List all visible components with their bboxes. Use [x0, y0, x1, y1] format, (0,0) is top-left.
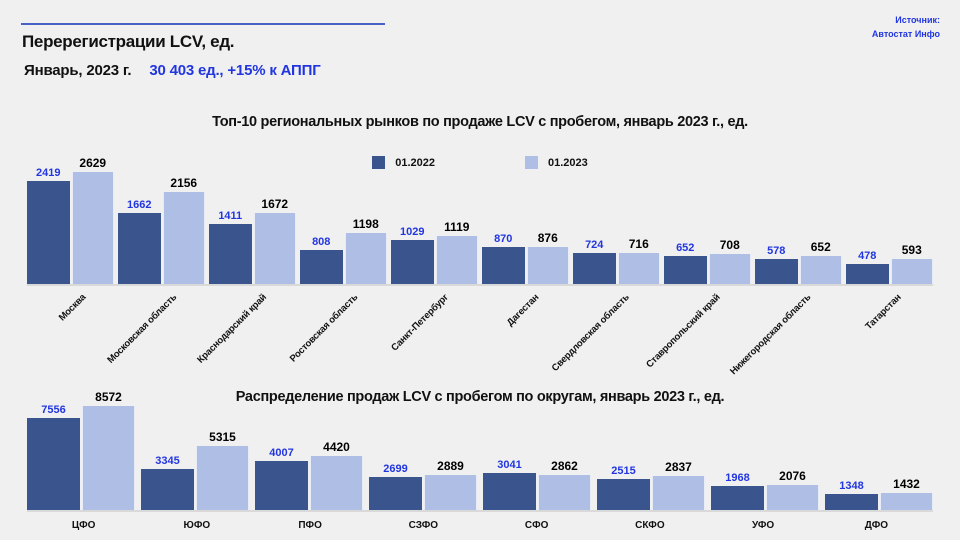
x-axis-label: СЗФО — [408, 520, 439, 531]
bar-value-label: 1662 — [127, 199, 152, 211]
bar-01.2023 — [436, 236, 479, 284]
bar-column — [391, 226, 434, 284]
x-axis-label: Москва — [56, 292, 89, 324]
bar-01.2023 — [82, 406, 135, 510]
total-highlight: 30 403 ед., +15% к АППГ — [149, 62, 321, 79]
bar-column — [483, 459, 536, 510]
bar-group-3 — [209, 150, 296, 284]
bar-column — [846, 250, 889, 284]
bar-column — [755, 245, 798, 284]
bar-value-label: 8572 — [95, 390, 122, 404]
chart-federal-districts — [27, 384, 933, 534]
x-axis-label: Ставропольский край — [644, 292, 723, 371]
bar-01.2023 — [163, 192, 206, 284]
bar-column — [300, 236, 343, 284]
x-axis-label: СФО — [524, 520, 549, 531]
bar-01.2022 — [597, 479, 650, 510]
bar-column — [310, 440, 363, 510]
bar-column — [482, 233, 525, 284]
bar-column — [538, 459, 591, 510]
legend-swatch-2023 — [525, 156, 538, 169]
bar-value-label: 3041 — [497, 459, 522, 471]
bar-01.2022 — [482, 247, 525, 284]
bar-column — [345, 217, 388, 284]
bar-01.2023 — [254, 213, 297, 284]
chart1-title: Топ-10 региональных рынков по продаже LCV с пробегом, январь 2023 г., ед. — [212, 114, 748, 130]
source-attribution — [872, 14, 940, 41]
bar-column — [618, 237, 661, 284]
legend-label-2022: 01.2022 — [395, 156, 435, 169]
bar-group-6 — [482, 150, 569, 284]
bar-01.2023 — [72, 172, 115, 284]
bar-value-label: 1411 — [218, 210, 243, 222]
bar-group-5 — [391, 150, 478, 284]
bar-01.2022 — [391, 240, 434, 284]
bar-01.2023 — [652, 476, 705, 510]
bar-value-label: 876 — [537, 231, 558, 245]
bar-column — [880, 477, 933, 510]
bar-01.2022 — [369, 477, 422, 510]
bar-01.2022 — [209, 224, 252, 284]
bar-group-10 — [846, 150, 933, 284]
bar-column — [196, 430, 249, 510]
bar-01.2022 — [846, 264, 889, 284]
bar-column — [369, 463, 422, 510]
x-axis-label: Краснодарский край — [195, 292, 270, 366]
bar-column — [436, 220, 479, 284]
x-axis-label: Нижегородская область — [727, 292, 813, 378]
bar-column — [597, 465, 650, 510]
source-label: Источник: — [895, 15, 940, 25]
bar-column — [27, 404, 80, 510]
bar-01.2022 — [755, 259, 798, 284]
chart2-title: Распределение продаж LCV с пробегом по округам, январь 2023 г., ед. — [235, 389, 725, 405]
bar-column — [664, 242, 707, 284]
bar-value-label: 2837 — [665, 460, 692, 474]
bar-value-label: 1119 — [444, 220, 470, 234]
bar-01.2023 — [310, 456, 363, 510]
bar-value-label: 593 — [901, 243, 922, 257]
period-row — [24, 62, 321, 79]
x-axis-label: Дагестан — [504, 292, 542, 329]
bar-value-label: 1348 — [839, 480, 864, 492]
bar-value-label: 5315 — [209, 430, 236, 444]
bar-column — [766, 469, 819, 510]
bar-value-label: 652 — [810, 240, 831, 254]
bar-01.2022 — [573, 253, 616, 284]
bar-01.2022 — [711, 486, 764, 510]
bar-01.2023 — [766, 485, 819, 510]
x-axis-label: ЮФО — [183, 520, 211, 531]
bar-column — [254, 197, 297, 284]
bar-01.2022 — [825, 494, 878, 510]
bar-value-label: 724 — [585, 239, 604, 251]
bar-01.2022 — [255, 461, 308, 510]
bar-value-label: 1198 — [352, 217, 379, 231]
bar-column — [573, 239, 616, 284]
bar-group-7 — [573, 150, 660, 284]
bar-01.2022 — [300, 250, 343, 284]
bar-value-label: 1968 — [725, 472, 750, 484]
bar-value-label: 4420 — [323, 440, 350, 454]
bar-column — [825, 480, 878, 510]
bar-value-label: 3345 — [155, 455, 180, 467]
x-axis-label: Татарстан — [863, 292, 904, 333]
bar-value-label: 808 — [312, 236, 331, 248]
chart-legend — [27, 156, 933, 169]
bar-group-4 — [300, 150, 387, 284]
x-axis-label: ДФО — [864, 520, 889, 531]
bar-01.2023 — [196, 446, 249, 510]
bar-01.2023 — [800, 256, 843, 284]
bar-01.2023 — [527, 247, 570, 284]
chart1-plot-area — [27, 150, 933, 286]
x-axis-label: ПФО — [298, 520, 322, 531]
bar-01.2022 — [483, 473, 536, 510]
bar-column — [255, 447, 308, 510]
bar-value-label: 2629 — [79, 156, 107, 170]
x-axis-label: ЦФО — [71, 520, 96, 531]
bar-value-label: 716 — [628, 237, 649, 251]
bar-column — [711, 472, 764, 510]
bar-column — [82, 390, 135, 510]
bar-group-8 — [664, 150, 751, 284]
bar-column — [891, 243, 934, 284]
bar-01.2023 — [709, 254, 752, 284]
legend-swatch-2022 — [372, 156, 385, 169]
chart1-x-axis — [27, 286, 933, 380]
x-axis-label: Свердловская область — [549, 292, 632, 374]
x-axis-label: УФО — [752, 520, 775, 531]
bar-01.2022 — [118, 213, 161, 284]
bar-column — [709, 238, 752, 284]
bar-01.2023 — [538, 475, 591, 510]
bar-01.2023 — [891, 259, 934, 284]
bar-value-label: 478 — [858, 250, 877, 262]
x-axis-label: Ростовская область — [287, 292, 360, 365]
bar-column — [163, 176, 206, 284]
bar-value-label: 652 — [676, 242, 695, 254]
bar-column — [141, 455, 194, 510]
bar-column — [424, 459, 477, 510]
bar-column — [118, 199, 161, 284]
bar-column — [209, 210, 252, 284]
bar-value-label: 1672 — [261, 197, 289, 211]
x-axis-label: Санкт-Петербург — [388, 292, 451, 354]
bar-group-2 — [118, 150, 205, 284]
bar-value-label: 7556 — [41, 404, 66, 416]
period-label: Январь, 2023 г. — [24, 62, 132, 79]
bar-value-label: 1029 — [400, 226, 425, 238]
bar-value-label: 2889 — [437, 459, 464, 473]
bar-column — [800, 240, 843, 284]
bar-value-label: 2862 — [551, 459, 578, 473]
bar-column — [527, 231, 570, 284]
source-name: Автостат Инфо — [871, 28, 940, 39]
bar-value-label: 2699 — [383, 463, 408, 475]
bar-01.2022 — [27, 181, 70, 284]
bar-value-label: 4007 — [269, 447, 294, 459]
x-axis-label: Московская область — [104, 292, 179, 366]
bar-01.2023 — [345, 233, 388, 284]
bar-column — [72, 156, 115, 284]
header-divider — [21, 23, 385, 25]
bar-01.2022 — [664, 256, 707, 284]
bar-01.2022 — [141, 469, 194, 510]
bar-value-label: 2419 — [36, 167, 61, 179]
legend-label-2023: 01.2023 — [548, 156, 588, 169]
bar-group-9 — [755, 150, 842, 284]
bar-value-label: 708 — [719, 238, 740, 252]
bar-01.2023 — [880, 493, 933, 510]
chart2-x-axis — [27, 512, 933, 534]
bar-column — [652, 460, 705, 510]
bar-value-label: 870 — [494, 233, 513, 245]
bar-value-label: 1432 — [893, 477, 920, 491]
bar-01.2023 — [618, 253, 661, 284]
bar-01.2023 — [424, 475, 477, 510]
chart-top10-regions — [27, 114, 933, 380]
x-axis-label: СКФО — [635, 520, 665, 531]
bar-value-label: 2156 — [170, 176, 198, 190]
bar-01.2022 — [27, 418, 80, 510]
bar-value-label: 2076 — [779, 469, 806, 483]
bar-column — [27, 167, 70, 284]
bar-value-label: 578 — [767, 245, 786, 257]
bar-value-label: 2515 — [611, 465, 636, 477]
page-title: Перерегистрации LCV, ед. — [22, 32, 235, 51]
bar-group-1 — [27, 150, 114, 284]
